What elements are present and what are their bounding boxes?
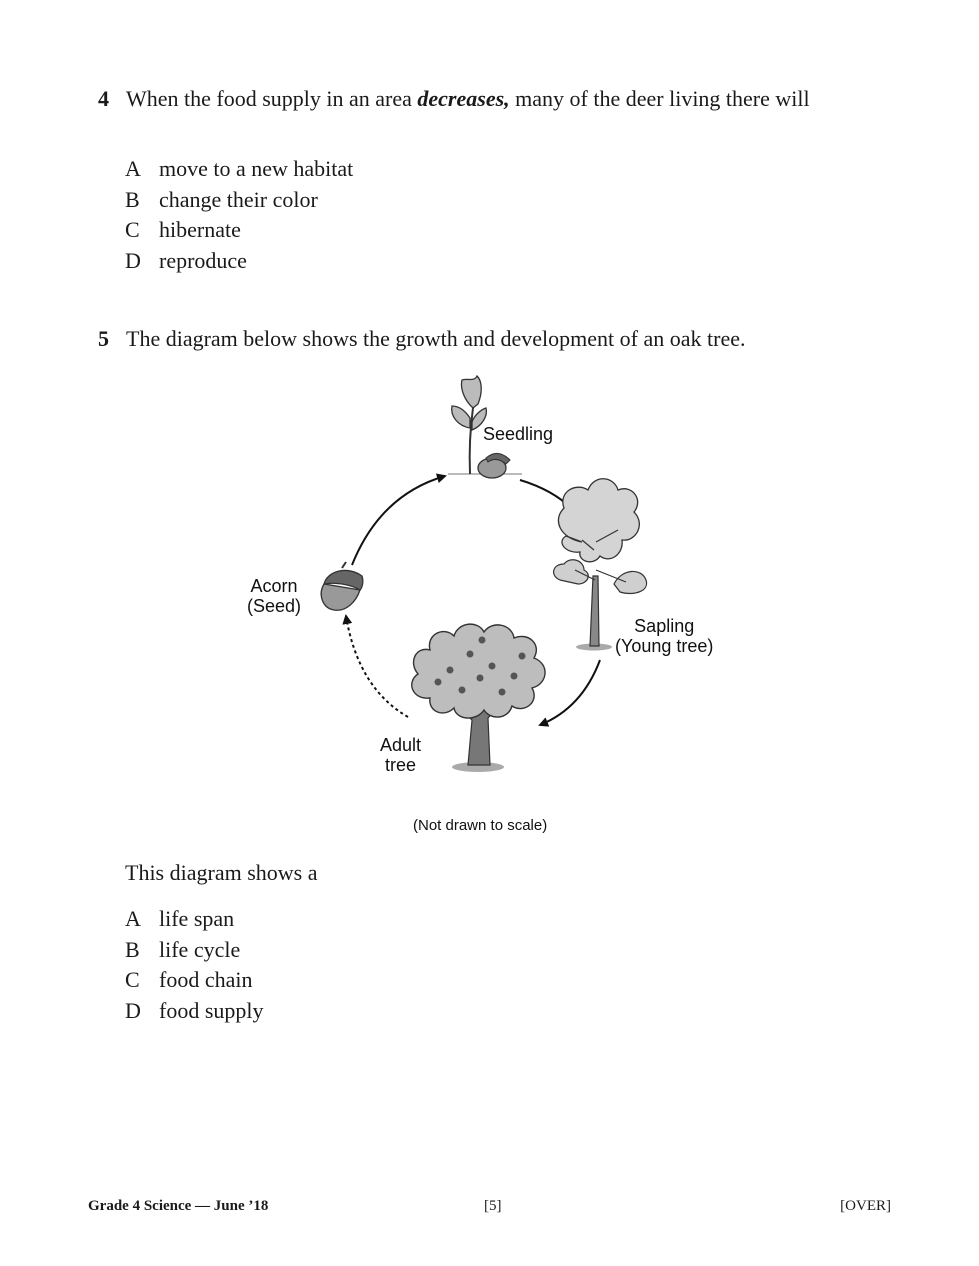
answer-option-d[interactable] xyxy=(125,246,353,277)
arrow-acorn-to-seedling xyxy=(352,476,445,565)
label-line: (Seed) xyxy=(247,596,302,616)
oak-life-cycle-diagram xyxy=(230,370,750,840)
footer-over: [OVER] xyxy=(840,1198,891,1214)
question-5-stem: This diagram shows a xyxy=(125,860,318,885)
question-text-part: many of the deer living there will xyxy=(509,86,810,111)
footer-title: Grade 4 Science — June ’18 xyxy=(88,1198,269,1214)
diagram-caption: (Not drawn to scale) xyxy=(413,817,548,834)
option-letter: D xyxy=(125,247,141,273)
question-text-part: When the food supply in an area xyxy=(126,86,418,111)
answer-option-b[interactable] xyxy=(125,935,264,966)
option-text: food chain xyxy=(159,967,253,992)
page-number: [5] xyxy=(484,1198,502,1214)
answer-option-b[interactable] xyxy=(125,185,353,216)
option-letter: C xyxy=(125,967,140,992)
option-letter: D xyxy=(125,997,141,1023)
label-line: (Young tree) xyxy=(615,636,714,656)
label-seedling: Seedling xyxy=(483,424,554,444)
label-line: Sapling xyxy=(634,616,695,636)
option-text: hibernate xyxy=(159,217,241,242)
option-letter: B xyxy=(125,186,140,212)
option-text: food supply xyxy=(159,997,264,1023)
option-letter: C xyxy=(125,217,140,242)
answer-option-c[interactable] xyxy=(125,215,353,246)
label-line: Acorn xyxy=(250,576,298,596)
option-text: move to a new habitat xyxy=(159,156,354,181)
answer-option-c[interactable] xyxy=(125,965,264,996)
question-number: 4 xyxy=(98,86,109,111)
answer-options xyxy=(125,154,353,276)
question-text xyxy=(126,86,878,112)
option-text: reproduce xyxy=(159,247,247,273)
answer-option-a[interactable] xyxy=(125,904,264,935)
label-line: tree xyxy=(385,755,417,775)
option-text: change their color xyxy=(159,186,318,212)
acorn-icon xyxy=(321,562,363,610)
label-adult-tree xyxy=(380,735,421,775)
option-letter: A xyxy=(125,906,141,931)
option-letter: A xyxy=(125,156,141,181)
adult-tree-icon xyxy=(412,624,545,772)
option-letter: B xyxy=(125,936,140,962)
answer-option-d[interactable] xyxy=(125,996,264,1027)
question-5 xyxy=(98,326,878,352)
label-sapling xyxy=(615,616,713,656)
option-text: life span xyxy=(159,906,235,931)
option-text: life cycle xyxy=(159,936,241,962)
answer-option-a[interactable] xyxy=(125,154,353,185)
question-text: The diagram below shows the growth and development of an oak tree. xyxy=(126,326,746,351)
answer-options xyxy=(125,904,264,1026)
arrow-sapling-to-adult xyxy=(540,660,600,725)
label-line: Adult xyxy=(380,735,422,755)
arrow-adult-to-acorn xyxy=(346,616,408,717)
label-acorn xyxy=(247,576,301,616)
question-4 xyxy=(98,86,878,112)
emphasized-word: decreases, xyxy=(417,86,510,111)
question-number: 5 xyxy=(98,326,109,351)
